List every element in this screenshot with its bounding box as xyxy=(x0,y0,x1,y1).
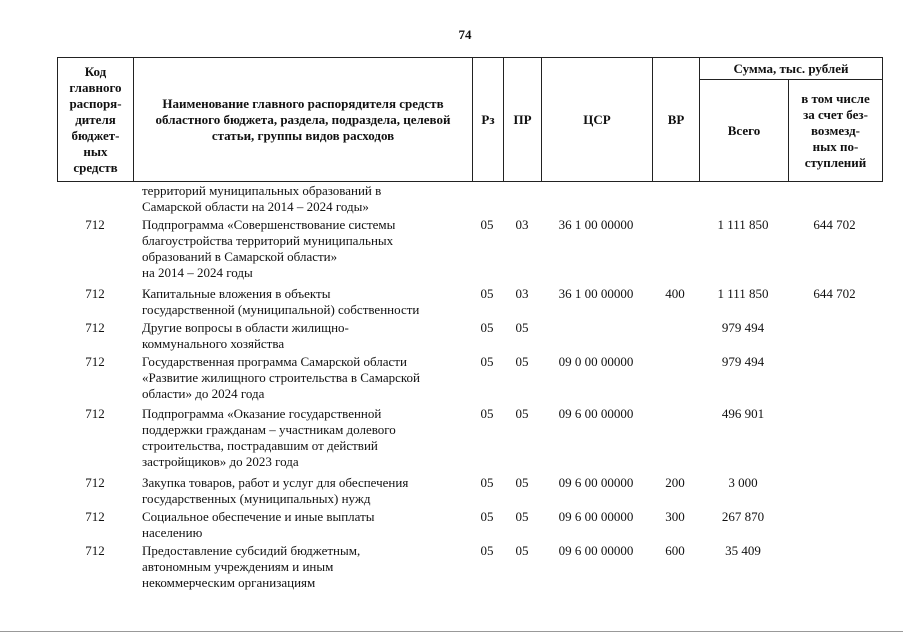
row-code: 712 xyxy=(85,509,105,524)
page-number: 74 xyxy=(458,27,472,42)
row-pr: 05 xyxy=(515,475,529,490)
row-total: 979 494 xyxy=(721,320,765,335)
row-name: Социальное обеспечение и иные выплаты населению xyxy=(142,509,375,540)
header-csr: ЦСР xyxy=(542,58,653,182)
page-bottom-rule xyxy=(0,631,903,632)
row-total: 1 111 850 xyxy=(717,286,769,301)
row-total: 979 494 xyxy=(721,354,765,369)
row-pr: 03 xyxy=(515,217,529,232)
row-pr: 05 xyxy=(515,509,529,524)
row-total: 496 901 xyxy=(721,406,765,421)
row-code: 712 xyxy=(85,543,105,558)
row-csr: 09 6 00 00000 xyxy=(558,543,634,558)
row-csr: 09 0 00 00000 xyxy=(558,354,634,369)
row-rz: 05 xyxy=(480,543,494,558)
row-code: 712 xyxy=(85,475,105,490)
header-rz: Рз xyxy=(473,58,504,182)
row-rz: 05 xyxy=(480,509,494,524)
header-vr: ВР xyxy=(653,58,700,182)
header-pr: ПР xyxy=(504,58,542,182)
header-total: Всего xyxy=(700,80,789,182)
row-vr: 300 xyxy=(665,509,685,524)
row-name: территорий муниципальных образований в Самарской области на 2014 – 2024 годы» xyxy=(142,183,382,214)
row-free: 644 702 xyxy=(813,286,856,301)
row-name: Подпрограмма «Совершенствование системы благоустройства территорий муниципальных образований в Самарской области» на 2014 – 2024 годы xyxy=(142,217,396,280)
row-csr: 09 6 00 00000 xyxy=(558,509,634,524)
row-rz: 05 xyxy=(480,354,494,369)
row-code: 712 xyxy=(85,320,105,335)
header-name: Наименование главного распорядителя средств областного бюджета, раздела, подраздела, целевой статьи, группы видов расходов xyxy=(134,58,473,182)
row-total: 1 111 850 xyxy=(717,217,769,232)
row-pr: 05 xyxy=(515,320,529,335)
row-total: 35 409 xyxy=(725,543,761,558)
row-rz: 05 xyxy=(480,320,494,335)
row-code: 712 xyxy=(85,406,105,421)
header-free: в том числе за счет без- возмезд- ных по- ступлений xyxy=(789,80,883,182)
row-csr: 36 1 00 00000 xyxy=(558,217,634,232)
row-total: 3 000 xyxy=(728,475,758,490)
row-vr: 200 xyxy=(665,475,685,490)
row-name: Подпрограмма «Оказание государственной поддержки гражданам – участникам долевого строительства, пострадавшим от действий застройщиков» до 2023 года xyxy=(142,406,396,469)
row-name: Закупка товаров, работ и услуг для обеспечения государственных (муниципальных) нужд xyxy=(142,475,409,506)
header-code: Код главного распоря- дителя бюджет- ных средств xyxy=(58,58,134,182)
row-rz: 05 xyxy=(480,217,494,232)
row-rz: 05 xyxy=(480,406,494,421)
row-pr: 05 xyxy=(515,543,529,558)
row-name: Другие вопросы в области жилищно- коммунального хозяйства xyxy=(142,320,349,351)
row-code: 712 xyxy=(85,217,105,232)
row-csr: 36 1 00 00000 xyxy=(558,286,634,301)
row-code: 712 xyxy=(85,286,105,301)
row-rz: 05 xyxy=(480,286,494,301)
row-name: Предоставление субсидий бюджетным, автономным учреждениям и иным некоммерческим организациям xyxy=(142,543,361,590)
header-sum: Сумма, тыс. рублей xyxy=(700,58,883,80)
row-vr: 600 xyxy=(665,543,685,558)
row-csr: 09 6 00 00000 xyxy=(558,406,634,421)
row-total: 267 870 xyxy=(721,509,765,524)
row-pr: 03 xyxy=(515,286,529,301)
row-vr: 400 xyxy=(665,286,685,301)
row-free: 644 702 xyxy=(813,217,856,232)
row-pr: 05 xyxy=(515,354,529,369)
row-csr: 09 6 00 00000 xyxy=(558,475,634,490)
row-rz: 05 xyxy=(480,475,494,490)
row-name: Капитальные вложения в объекты государственной (муниципальной) собственности xyxy=(142,286,420,317)
row-name: Государственная программа Самарской области «Развитие жилищного строительства в Самарской области» до 2024 года xyxy=(142,354,420,401)
row-pr: 05 xyxy=(515,406,529,421)
row-code: 712 xyxy=(85,354,105,369)
